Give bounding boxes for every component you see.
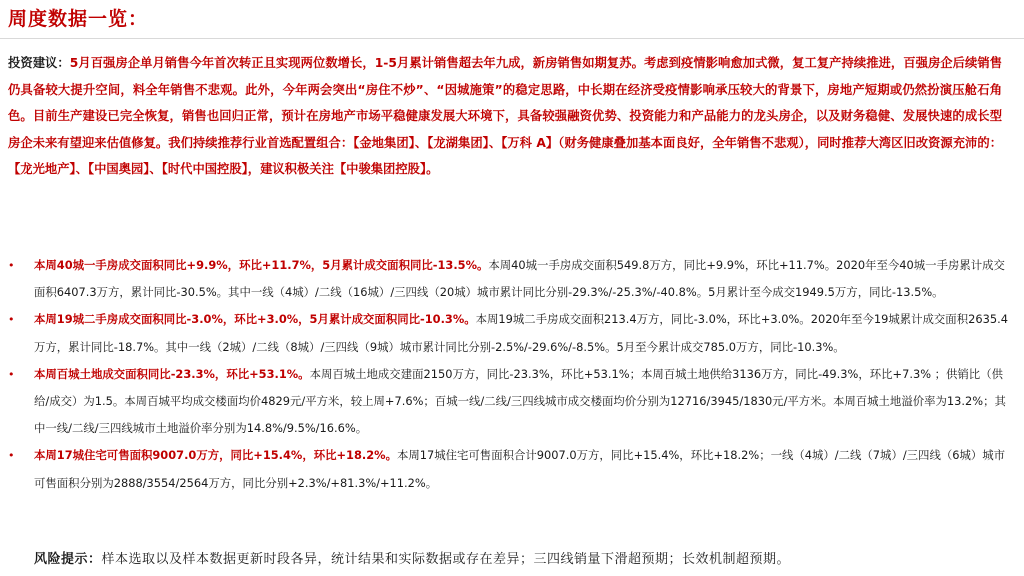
bullet-marker: • xyxy=(8,313,15,327)
list-item xyxy=(8,361,1008,443)
risk-warning xyxy=(34,548,790,567)
list-item xyxy=(8,306,1008,360)
investment-advice xyxy=(8,50,1002,183)
list-item xyxy=(8,252,1008,306)
bullet-text: 本周19城二手房成交面积213.4万方，同比-3.0%，环比+3.0%。2020年至今19城累计成交面积2635.4万方，累计同比-18.7%。其中一线（2城）/二线（8城）/三四线（9城）城市累计同比分别-2.5%/-29.6%/-8.5%。5月至今累计成交785.0万方，同比-10.3%。 xyxy=(34,312,1008,354)
investment-text: 5月百强房企单月销售今年首次转正且实现两位数增长，1-5月累计销售超去年九成，新房销售如期复苏。考虑到疫情影响愈加式微，复工复产持续推进，百强房企后续销售仍具备较大提升空间，料全年销售不悲观。此外，今年两会突出“房住不炒”、“因城施策”的稳定思路，中长期在经济受疫情影响承压较大的背景下，房地产短期或仍然扮演压舱石角色。目前生产建设已完全恢复，销售也回归正常，预计在房地产市场平稳健康发展大环境下，具备较强融资优势、投资能力和产品能力的龙头房企，以及财务稳健、发展快速的成长型房企未来有望迎来估值修复。我们持续推荐行业首选配置组合：【金地集团】、【龙湖集团】、【万科 A】（财务健康叠加基本面良好，全年销售不悲观），同时推荐大湾区旧改资源充沛的：【龙光地产】、【中国奥园】、【时代中国控股】，建议积极关注【中骏集团控股】。 xyxy=(8,56,1002,177)
bullet-marker: • xyxy=(8,259,15,272)
bullet-highlight: 本周40城一手房成交面积同比+9.9%，环比+11.7%，5月累计成交面积同比-13.5%。 xyxy=(34,258,489,272)
title-divider xyxy=(0,38,1024,39)
bullet-highlight: 本周17城住宅可售面积9007.0万方，同比+15.4%，环比+18.2%。 xyxy=(34,448,397,463)
investment-label: 投资建议： xyxy=(8,56,70,70)
list-item xyxy=(8,442,1008,496)
bullet-highlight: 本周19城二手房成交面积同比-3.0%，环比+3.0%，5月累计成交面积同比-10.3%。 xyxy=(34,312,476,327)
bullet-text: 本周17城住宅可售面积合计9007.0万方，同比+15.4%，环比+18.2%；一线（4城）/二线（7城）/三四线（6城）城市可售面积分别为2888/3554/2564万方，同比分别+2.3%/+81.3%/+11.2%。 xyxy=(34,448,1006,490)
risk-label: 风险提示： xyxy=(34,552,102,567)
weekly-data-list xyxy=(8,252,1008,497)
risk-text: 样本选取以及样本数据更新时段各异，统计结果和实际数据或存在差异；三四线销量下滑超预期；长效机制超预期。 xyxy=(101,552,791,567)
bullet-highlight: 本周百城土地成交面积同比-23.3%，环比+53.1%。 xyxy=(34,366,310,381)
bullet-marker: • xyxy=(8,367,15,381)
bullet-text: 本周40城一手房成交面积549.8万方，同比+9.9%，环比+11.7%。2020年至今40城一手房累计成交面积6407.3万方，累计同比-30.5%。其中一线（4城）/二线（16城）/三四线（20城）城市累计同比分别-29.3%/-25.3%/-40.8%。5月累计至今成交1949.5万方，同比-13.5%。 xyxy=(34,258,1005,300)
page-title: 周度数据一览： xyxy=(8,8,149,30)
bullet-text: 本周百城土地成交建面2150万方，同比-23.3%，环比+53.1%；本周百城土地供给3136万方，同比-49.3%，环比+7.3% ；供销比（供给/成交）为1.5。本周百城平均成交楼面均价4829元/平方米，较上周+7.6%；百城一线/二线/三四线城市成交楼面均价分别为12716/3945/1830元/平方米。本周百城土地溢价率为13.2%；其中一线/二线/三四线城市土地溢价率分别为14.8%/9.5%/16.6%。 xyxy=(34,366,1006,436)
bullet-marker: • xyxy=(8,449,15,463)
